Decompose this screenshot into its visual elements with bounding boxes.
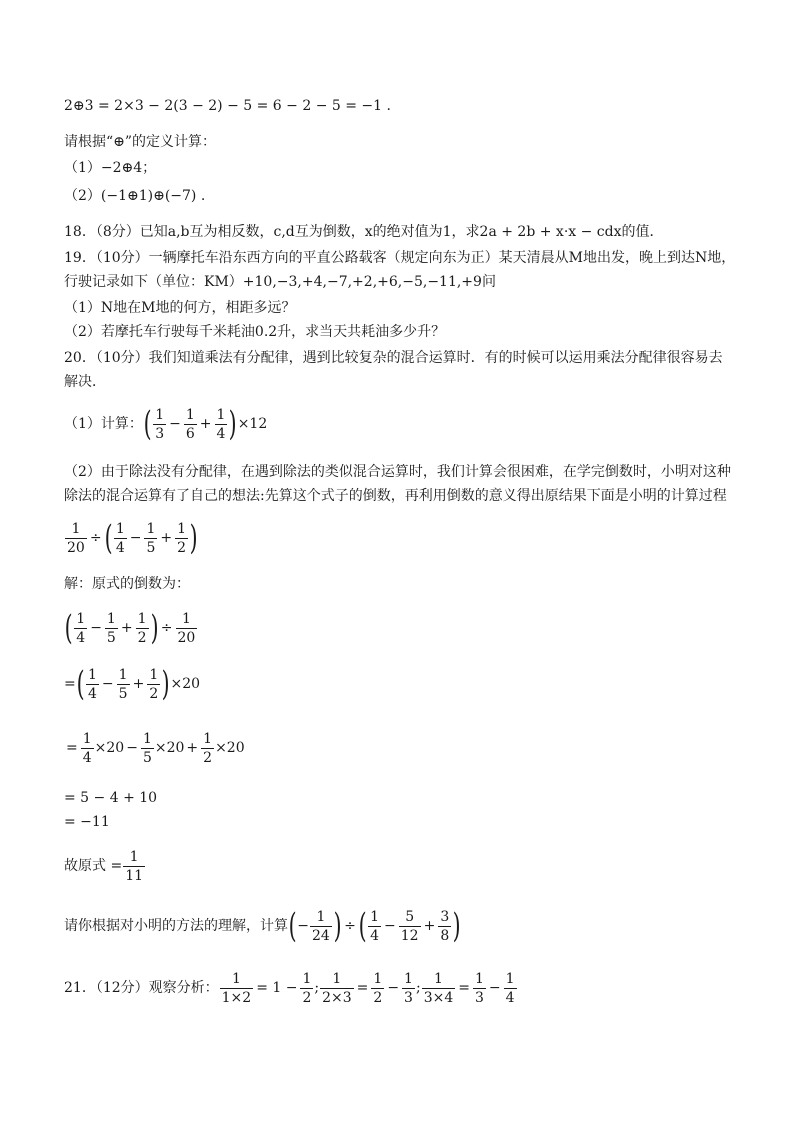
fraction-1-3: $\frac{1}{3}$ [155,406,165,442]
left-paren: ( [143,404,152,444]
fraction-1-4: $\frac{1}{4}$ [216,406,226,442]
instruction-text: 请根据“⊕”的定义计算： [64,134,217,150]
right-paren: ) [229,404,238,444]
question-20-part-1: （1）计算：( $\frac{1}{3}$ − $\frac{1}{6}$ + $\frac{1}{4}$ )×12 [64,404,268,444]
expression-original: $\frac{1}{20}$ ÷( $\frac{1}{4}$ − $\frac{1}{5}$ + $\frac{1}{2}$ ) [67,518,198,558]
question-19-line-1: 19．（10分）一辆摩托车沿东西方向的平直公路载客（规定向东为正）某天清晨从M地出发，晚上到达N地， [64,250,736,266]
definition-example: 2⊕3 = 2×3 − 2(3 − 2) − 5 = 6 − 2 − 5 = −1 . [64,98,391,114]
part-1-label: （1）计算： [64,416,143,432]
question-17-part-2: （2）(−1⊕1)⊕(−7) . [64,188,206,204]
exercise-question: 请你根据对小明的方法的理解，计算(− $\frac{1}{24}$ ) ÷( $\frac{1}{4}$ − $\frac{5}{12}$ + $\frac{3}{8}$ ) [64,906,461,946]
question-19-part-2: （2）若摩托车行驶每千米耗油0.2升，求当天共耗油多少升？ [64,324,446,340]
question-18: 18．（8分）已知a,b互为相反数，c,d互为倒数，x的绝对值为1，求2a + 2b + x·x − cdx的值． [64,224,664,240]
fraction-1-6: $\frac{1}{6}$ [185,406,195,442]
question-19-line-2: 行驶记录如下（单位：KM）+10,−3,+4,−7,+2,+6,−5,−11,+9问 [64,274,496,290]
result: 故原式 = $\frac{1}{11}$ [64,848,144,884]
step-3: = 5 − 4 + 10 [64,790,158,806]
question-20-intro: 20．（10分）我们知道乘法有分配律，遇到比较复杂的混合运算时．有的时候可以运用乘法分配律很容易去解决． [64,350,723,390]
step-2: = $\frac{1}{4}$ ×20 − $\frac{1}{5}$ ×20 + $\frac{1}{2}$ ×20 [66,730,245,766]
question-20-part-2: （2）由于除法没有分配律，在遇到除法的类似混合运算时，我们计算会很困难，在学完倒数时，小明对这种除法的混合运算有了自己的想法:先算这个式子的倒数，再利用倒数的意义得出原结果下面是小明的计算过程 [64,464,731,504]
question-17-part-1: （1）−2⊕4； [64,160,157,176]
step-1: =( $\frac{1}{4}$ − $\frac{1}{5}$ + $\frac{1}{2}$ )×20 [64,664,201,704]
expression-reciprocal: ( $\frac{1}{4}$ − $\frac{1}{5}$ + $\frac{1}{2}$ ) ÷ $\frac{1}{20}$ [64,608,196,648]
question-19-part-1: （1）N地在M地的何方，相距多远？ [64,300,296,316]
question-21: 21．（12分）观察分析： $\frac{1}{1\times 2}$ = 1 − $\frac{1}{2}$ ; $\frac{1}{2\times 3}$ = $\frac{1}{2}$ − $\frac{1}{3}$ ; $\frac{1}{3\times 4}$ = $\frac{1}{3}$ − $\frac{1}{4}$ [64,970,515,1006]
solution-label: 解：原式的倒数为： [64,576,190,592]
step-4: = −11 [64,814,110,830]
